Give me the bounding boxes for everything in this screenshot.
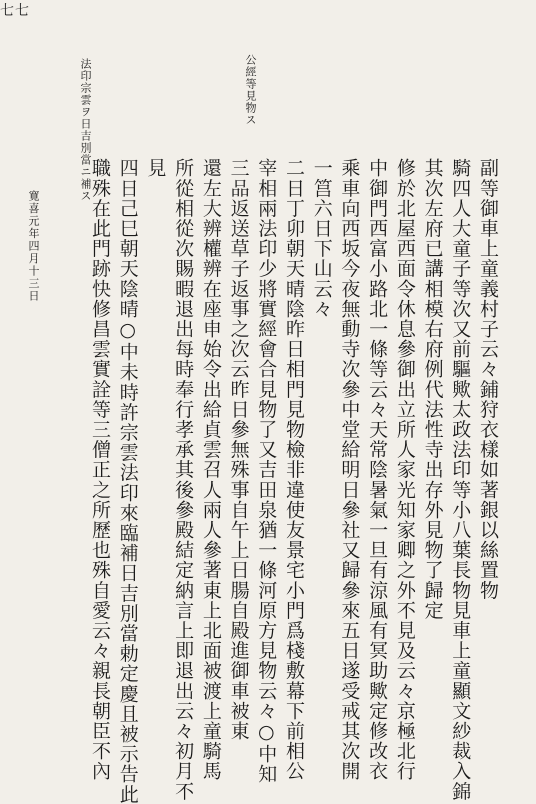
text-column: 修於北屋西面令休息參御出立所人家光知家卿之外不見及云々京極北行 [393,158,416,782]
text-column: 所從相從次賜暇退出每時奉行孝承其後參殿結定納言上即退出云々初月不 [172,158,195,802]
headnote-right: 公經等見物ス [244,54,257,126]
text-column: 四日己巳朝天陰晴○中未時許宗雲法印來臨補日吉別當勅定慶且被示告此 [116,158,139,804]
text-column: 一筥六日下山云々 [310,158,333,319]
text-column: 乘車向西坂今夜無動寺次參中堂給明日參社又歸參來五日遂受戒其次開 [338,158,361,782]
text-column: 騎四人大童子等次又前驅歟太政法印等小八葉長物見車上童顯文紗裁入錦 [449,158,472,802]
text-column: 中御門西富小路北一條等云々天常陰暑氣一旦有涼風有冥助歟定修改衣 [366,158,389,782]
text-column: 職殊在此門跡快修昌雲實詮等三僧正之所歷也殊自愛云々親長朝臣不內 [89,158,111,782]
text-column: 三品返送草子返事之次云昨日參無殊事自午上日腸自殿進御車被東 [227,158,250,741]
headnote-left: 法印宗雲ヲ日吉別當ニ補ス [79,58,92,202]
date-stamp: 寛喜元年四月十三日 [27,190,40,303]
text-column: 二日丁卯朝天晴陰昨日相門見物檢非違使友景宅小門爲棧敷幕下前相公 [283,158,305,782]
text-column: 還左大辨權辨在座申始令出給貞雲召人兩人參著東上北面被渡上童騎馬 [199,158,222,782]
text-column: 宰相兩法印少將實經會合見物了又吉田泉猶一條河原方見物云々○中知 [255,158,278,785]
page-number: 七七 [0,3,30,19]
text-column: 副等御車上童義村子云々鋪狩衣樣如著銀以絲置物 [477,158,499,601]
text-column: 其次左府已講相模右府例代法性寺出存外見物了歸定 [421,158,444,621]
text-column: 見 [144,158,167,179]
